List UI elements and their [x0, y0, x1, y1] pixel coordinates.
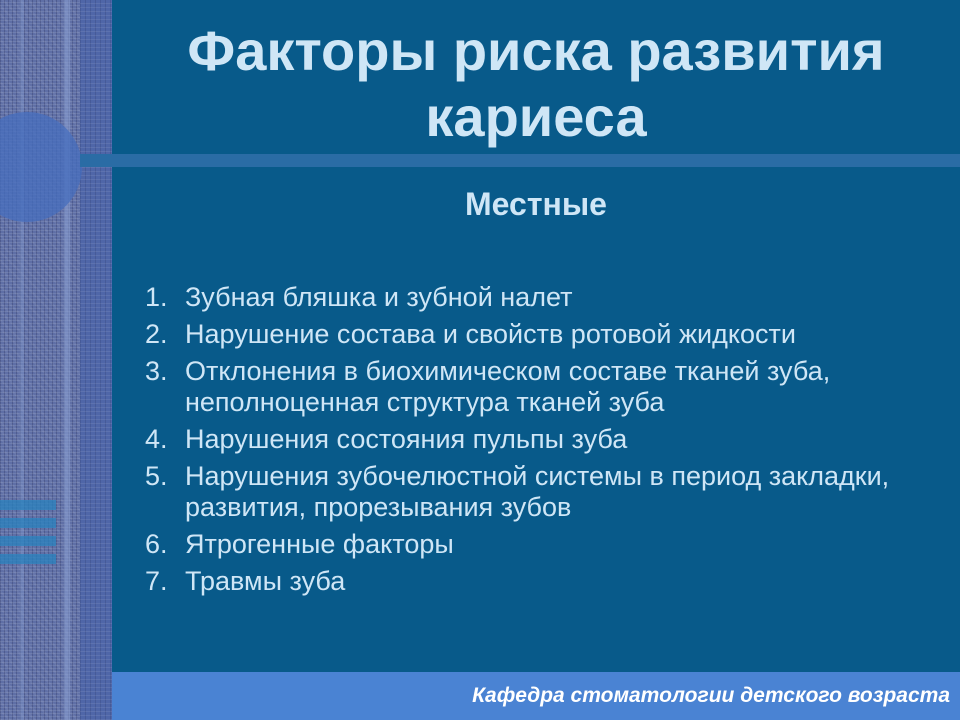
list-item-text: Ятрогенные факторы: [185, 529, 454, 559]
list-item-number: 1.: [145, 282, 168, 312]
department-name: Кафедра стоматологии детского возраста: [472, 684, 950, 707]
list-item-number: 6.: [145, 529, 168, 559]
list-item: [145, 461, 935, 523]
list-item-text: Зубная бляшка и зубной налет: [185, 282, 573, 312]
list-item-number: 2.: [145, 319, 168, 349]
list-item-text: Травмы зуба: [185, 566, 346, 596]
list-item-number: 4.: [145, 424, 168, 454]
slide-subtitle: Местные: [465, 186, 607, 222]
decorative-stripe: [64, 0, 70, 720]
list-item-number: 7.: [145, 566, 168, 596]
list-item: [145, 566, 935, 597]
textured-side-panel-edge: [80, 0, 112, 720]
decorative-bar: [0, 554, 56, 564]
decorative-bar: [0, 500, 56, 510]
list-item: [145, 424, 935, 455]
list-item: [145, 282, 935, 313]
title-divider: [80, 154, 960, 167]
list-item-number: 3.: [145, 356, 168, 386]
list-item-number: 5.: [145, 461, 168, 491]
slide-title: Факторы риска развития кариеса: [187, 19, 885, 148]
list-item: [145, 319, 935, 350]
decorative-bars: [0, 500, 56, 572]
list-item: [145, 356, 935, 418]
list-item-text: Отклонения в биохимическом составе тканей зуба, неполноценная структура тканей зуба: [185, 356, 831, 417]
list-item-text: Нарушения состояния пульпы зуба: [185, 424, 628, 454]
list-item-text: Нарушения зубочелюстной системы в период закладки, развития, прорезывания зубов: [185, 461, 890, 522]
list-item: [145, 529, 935, 560]
decorative-bar: [0, 536, 56, 546]
risk-factor-list: [145, 282, 935, 603]
decorative-stripe: [20, 0, 24, 720]
list-item-text: Нарушение состава и свойств ротовой жидкости: [185, 319, 796, 349]
decorative-bar: [0, 518, 56, 528]
footer-bar: [112, 672, 960, 720]
